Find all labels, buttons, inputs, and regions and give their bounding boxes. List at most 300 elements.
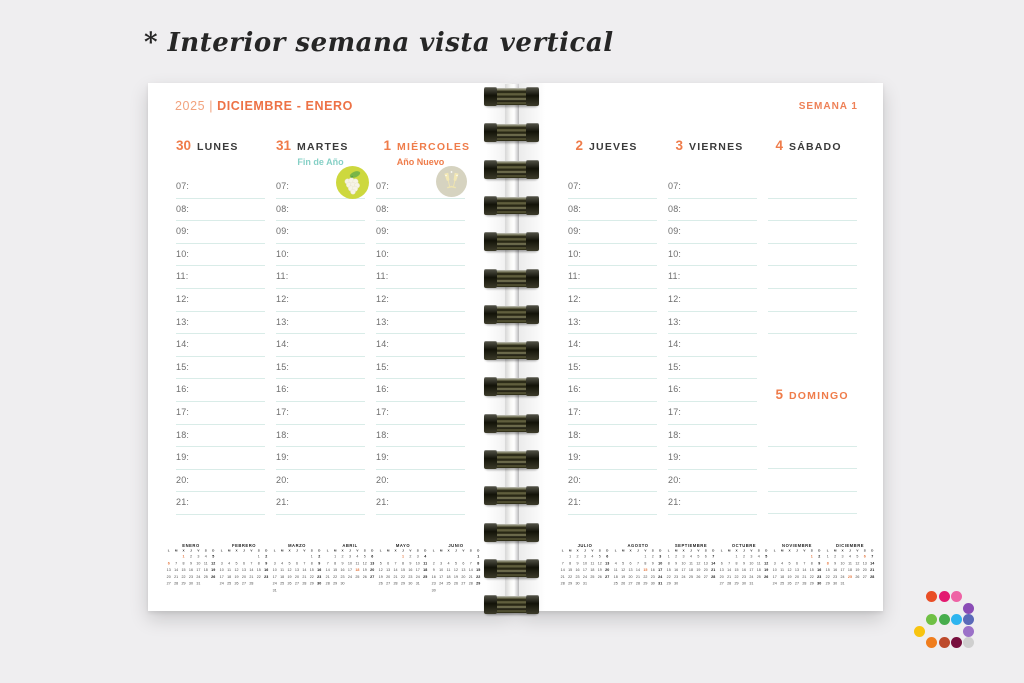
champagne-sticker-icon [436, 166, 467, 202]
day-header [768, 387, 849, 403]
day-cell [225, 553, 232, 560]
spiral-coil [485, 270, 538, 287]
day-cell: 24 [415, 574, 420, 579]
day-cell: 12 [378, 567, 383, 573]
day-header [768, 138, 857, 154]
weekday-header-cell: D [212, 548, 215, 553]
day-cell: 13 [605, 561, 610, 566]
hour-row [568, 176, 657, 199]
day-cell [452, 587, 459, 594]
day-cell: 13 [386, 567, 391, 573]
day-cell: 9 [318, 561, 321, 566]
hour-label: 16: [176, 384, 190, 395]
weekday-header-cell: L [667, 548, 670, 553]
hour-label: 11: [276, 271, 289, 282]
day-cell: 7 [250, 561, 253, 566]
hour-label: 14: [276, 339, 290, 350]
day-cell: 20 [605, 567, 610, 573]
hour-row [568, 221, 657, 244]
day-cell: 13 [862, 561, 867, 566]
day-cell: 3 [659, 554, 662, 559]
hour-label: 15: [276, 361, 290, 372]
day-cell: 15 [256, 567, 261, 573]
hour-row [668, 312, 757, 335]
day-cell: 17 [582, 567, 587, 573]
weekday-header-cell: L [326, 548, 329, 553]
day-cell: 24 [681, 574, 686, 579]
hour-grid [176, 176, 265, 515]
day-cell: 24 [272, 581, 277, 586]
day-cell: 18 [756, 567, 761, 573]
weekday-header-cell: S [598, 548, 601, 553]
day-cell: 4 [757, 554, 760, 559]
day-cell [634, 553, 641, 560]
day-cell: 12 [597, 561, 602, 566]
day-cell [240, 553, 247, 560]
day-cell: 13 [703, 561, 708, 566]
day-cell: 18 [590, 567, 595, 573]
mini-calendar [559, 543, 611, 587]
day-cell: 6 [629, 561, 632, 566]
day-cell [368, 580, 375, 587]
day-cell [619, 553, 626, 560]
day-cell: 10 [772, 567, 777, 573]
mini-calendar-grid [324, 549, 376, 587]
day-cell: 30 [188, 581, 193, 586]
day-cell: 12 [362, 561, 367, 566]
day-cell: 14 [727, 567, 732, 573]
day-cell [702, 580, 709, 587]
day-header [668, 138, 757, 154]
hour-label: 16: [376, 384, 390, 395]
weekday-header-cell: S [704, 548, 707, 553]
day-cell: 5 [288, 561, 291, 566]
spiral-coil [485, 415, 538, 432]
day-cell [209, 580, 216, 587]
day-cell: 29 [643, 581, 648, 586]
day-cell [846, 580, 853, 587]
day-cell: 22 [666, 574, 671, 579]
day-cell: 2 [834, 554, 837, 559]
hour-label: 13: [376, 316, 390, 327]
day-cell: 30 [317, 581, 322, 586]
hour-row [176, 289, 265, 312]
day-cell: 10 [840, 561, 845, 566]
spiral-coil [485, 451, 538, 468]
day-cell [315, 587, 322, 594]
day-cell: 26 [234, 581, 239, 586]
day-cell: 13 [461, 567, 466, 573]
day-cell: 29 [666, 581, 671, 586]
hour-label: 10: [176, 248, 190, 259]
day-header [176, 138, 265, 154]
day-cell: 4 [281, 561, 284, 566]
mini-calendar [718, 543, 770, 587]
hour-grid [376, 176, 465, 515]
hour-label: 07: [276, 181, 290, 191]
day-cell: 19 [362, 567, 367, 573]
day-cell: 22 [333, 574, 338, 579]
day-cell [286, 587, 293, 594]
hour-row [276, 447, 365, 470]
day-cell: 26 [211, 574, 216, 579]
mini-calendar-grid [165, 549, 217, 587]
weekday-header-cell: V [250, 548, 253, 553]
day-cell: 3 [273, 561, 276, 566]
day-cell: 29 [400, 581, 405, 586]
hour-row [376, 492, 465, 515]
hour-row [376, 425, 465, 448]
day-cell: 27 [794, 581, 799, 586]
logo-dot [939, 591, 950, 602]
day-cell: 9 [651, 561, 654, 566]
day-cell: 12 [764, 561, 769, 566]
hour-row [176, 244, 265, 267]
day-column-viernes [668, 138, 757, 520]
day-cell: 9 [742, 561, 745, 566]
day-cell: 8 [667, 561, 670, 566]
mini-calendar-grid [430, 549, 482, 594]
logo-dot [939, 637, 950, 648]
day-cell: 23 [264, 574, 269, 579]
weekday-header-cell: D [265, 548, 268, 553]
weekday-header-cell: V [591, 548, 594, 553]
day-cell: 10 [439, 567, 444, 573]
mini-calendar-grid [718, 549, 770, 587]
hour-row [376, 402, 465, 425]
hour-label: 15: [376, 361, 390, 372]
day-cell: 21 [302, 574, 307, 579]
day-cell: 29 [333, 581, 338, 586]
weekday-header-cell: J [190, 548, 192, 553]
hour-row [376, 447, 465, 470]
day-cell: 12 [453, 567, 458, 573]
day-cell: 26 [787, 581, 792, 586]
day-cell: 23 [817, 574, 822, 579]
day-cell: 21 [802, 574, 807, 579]
day-cell: 16 [408, 567, 413, 573]
day-cell: 29 [476, 581, 481, 586]
day-cell: 24 [439, 581, 444, 586]
day-cell: 27 [294, 581, 299, 586]
mini-calendar-month-name: NOVIEMBRE [782, 543, 812, 548]
hour-label: 18: [176, 429, 190, 440]
day-cell: 8 [477, 561, 480, 566]
day-cell: 28 [174, 581, 179, 586]
day-cell [793, 553, 800, 560]
day-cell: 4 [204, 554, 207, 559]
day-cell: 12 [234, 567, 239, 573]
hour-row [276, 402, 365, 425]
weekday-header-cell: D [659, 548, 662, 553]
hour-row [276, 470, 365, 493]
hour-row [668, 334, 757, 357]
hour-label: 18: [376, 429, 390, 440]
hour-label: 15: [568, 361, 582, 372]
weekday-header-cell: D [318, 548, 321, 553]
day-cell: 23 [650, 574, 655, 579]
day-cell: 25 [355, 574, 360, 579]
hour-label: 14: [668, 339, 682, 350]
day-cell: 2 [675, 554, 678, 559]
day-cell: 23 [833, 574, 838, 579]
day-cell: 23 [431, 581, 436, 586]
hour-label: 19: [568, 452, 582, 463]
day-cell: 5 [363, 554, 366, 559]
day-cell [324, 553, 331, 560]
day-cell: 26 [362, 574, 367, 579]
day-cell: 22 [256, 574, 261, 579]
spiral-coil [485, 233, 538, 250]
hour-label: 17: [176, 406, 190, 417]
hour-row [276, 425, 365, 448]
mini-calendar-grid [665, 549, 717, 587]
day-cell: 15 [666, 567, 671, 573]
day-cell: 18 [780, 574, 785, 579]
mini-calendar-month-name: AGOSTO [627, 543, 649, 548]
hour-row [276, 379, 365, 402]
day-cell: 14 [393, 567, 398, 573]
weekday-header-cell: V [803, 548, 806, 553]
day-cell: 23 [408, 574, 413, 579]
weekday-header-cell: M [674, 548, 678, 553]
hour-row [376, 221, 465, 244]
day-cell: 9 [834, 561, 837, 566]
hour-row [568, 470, 657, 493]
hour-label: 12: [276, 293, 290, 304]
weekday-header-cell: D [712, 548, 715, 553]
weekday-header-cell: L [432, 548, 435, 553]
day-cell: 8 [257, 561, 260, 566]
hour-label: 16: [668, 384, 682, 395]
day-cell: 21 [249, 574, 254, 579]
day-name: VIERNES [689, 141, 744, 153]
weekday-header-cell: J [402, 548, 404, 553]
day-cell: 2 [341, 554, 344, 559]
day-cell: 18 [203, 567, 208, 573]
weekday-header-cell: S [363, 548, 366, 553]
day-cell: 14 [325, 567, 330, 573]
weekday-header-cell: M [780, 548, 784, 553]
day-cell: 16 [741, 567, 746, 573]
day-cell: 31 [840, 581, 845, 586]
day-cell: 16 [833, 567, 838, 573]
day-cell: 20 [703, 567, 708, 573]
day-cell: 7 [561, 561, 564, 566]
day-cell: 26 [378, 581, 383, 586]
hour-label: 15: [176, 361, 190, 372]
day-cell: 18 [227, 574, 232, 579]
day-cell: 14 [249, 567, 254, 573]
hour-label: 14: [376, 339, 390, 350]
hour-row [276, 244, 365, 267]
hour-label: 20: [568, 474, 582, 485]
weekday-header-cell: J [690, 548, 692, 553]
weekday-header-cell: M [727, 548, 731, 553]
weekday-header-cell: J [743, 548, 745, 553]
spiral-coil [485, 306, 538, 323]
day-cell: 3 [583, 554, 586, 559]
day-cell: 26 [287, 581, 292, 586]
day-cell: 31 [272, 588, 277, 593]
day-cell: 6 [242, 561, 245, 566]
day-number: 3 [675, 138, 683, 153]
day-cell: 24 [219, 581, 224, 586]
hour-row [668, 492, 757, 515]
day-cell: 11 [848, 561, 852, 566]
hour-label: 12: [668, 293, 682, 304]
mini-calendar [271, 543, 323, 594]
day-cell: 25 [203, 574, 208, 579]
day-number: 2 [575, 138, 583, 153]
day-cell: 3 [197, 554, 200, 559]
day-cell: 5 [212, 554, 215, 559]
hour-label: 17: [568, 406, 582, 417]
day-cell: 4 [228, 561, 231, 566]
day-cell: 1 [182, 554, 185, 559]
day-cell: 25 [756, 574, 761, 579]
day-cell: 8 [810, 561, 813, 566]
hour-row [668, 221, 757, 244]
day-cell: 6 [863, 554, 866, 559]
weekday-header-cell: V [409, 548, 412, 553]
day-name: LUNES [197, 141, 239, 153]
spiral-coil [485, 124, 538, 141]
planner-header [175, 99, 353, 113]
hour-label: 17: [668, 406, 682, 417]
day-cell: 4 [591, 554, 594, 559]
hour-row [376, 379, 465, 402]
logo-dot [963, 626, 974, 637]
day-name: MIÉRCOLES [397, 141, 471, 153]
day-cell: 15 [181, 567, 186, 573]
day-cell [725, 553, 732, 560]
hour-row [668, 357, 757, 380]
day-number: 31 [276, 138, 292, 153]
day-cell: 11 [355, 561, 360, 566]
hour-label: 20: [668, 474, 682, 485]
day-cell: 15 [809, 567, 814, 573]
day-cell: 1 [257, 554, 260, 559]
hour-row [176, 425, 265, 448]
weekday-header-cell: J [637, 548, 639, 553]
weekday-header-cell: S [757, 548, 760, 553]
day-cell: 19 [234, 574, 239, 579]
day-cell: 6 [704, 554, 707, 559]
hour-label: 08: [276, 203, 290, 214]
day-cell: 17 [840, 567, 845, 573]
hour-row [176, 357, 265, 380]
day-column-sabado [768, 138, 857, 520]
day-cell: 16 [674, 567, 679, 573]
day-cell: 16 [340, 567, 345, 573]
day-cell: 11 [227, 567, 232, 573]
day-cell: 13 [166, 567, 171, 573]
mini-calendar-noviembre [771, 543, 824, 601]
day-cell: 17 [219, 574, 224, 579]
day-cell: 27 [461, 581, 466, 586]
day-cell: 6 [720, 561, 723, 566]
weekday-header-cell: L [167, 548, 170, 553]
day-cell: 10 [415, 561, 420, 566]
day-cell: 20 [166, 574, 171, 579]
day-cell: 1 [334, 554, 337, 559]
day-cell: 30 [650, 581, 655, 586]
day-cell: 27 [241, 581, 246, 586]
hour-row [176, 266, 265, 289]
day-cell: 23 [340, 574, 345, 579]
day-name: SÁBADO [789, 141, 842, 153]
day-column-jueves [568, 138, 657, 520]
day-cell: 25 [446, 581, 451, 586]
day-cell: 10 [681, 561, 686, 566]
day-cell: 20 [241, 574, 246, 579]
day-cell: 26 [453, 581, 458, 586]
hour-row [768, 244, 857, 267]
logo-dot [926, 614, 937, 625]
day-cell: 16 [431, 574, 436, 579]
day-cell: 22 [825, 574, 830, 579]
mini-calendar-agosto [612, 543, 665, 601]
day-cell: 21 [393, 574, 398, 579]
hour-row [768, 492, 857, 515]
day-cell: 15 [400, 567, 405, 573]
hour-label: 16: [568, 384, 582, 395]
day-cell: 16 [817, 567, 822, 573]
weekday-header-cell: D [371, 548, 374, 553]
mini-calendar-enero [165, 543, 218, 601]
day-cell: 14 [870, 561, 875, 566]
day-cell: 5 [454, 561, 457, 566]
hour-row [376, 289, 465, 312]
day-cell: 25 [613, 581, 618, 586]
day-cell [452, 553, 459, 560]
mini-calendar-month-name: JUNIO [448, 543, 464, 548]
day-cell: 25 [847, 574, 852, 579]
day-cell [861, 580, 868, 587]
day-cell: 7 [712, 554, 715, 559]
day-cell: 23 [741, 574, 746, 579]
hour-label: 21: [668, 497, 682, 508]
day-cell [346, 580, 353, 587]
day-cell: 1 [735, 554, 738, 559]
weekday-header-cell: M [439, 548, 443, 553]
day-cell: 18 [280, 574, 285, 579]
day-cell: 29 [309, 581, 314, 586]
day-cell: 26 [621, 581, 626, 586]
day-cell: 23 [317, 574, 322, 579]
day-cell [771, 553, 778, 560]
logo-dot [926, 591, 937, 602]
day-cell: 22 [734, 574, 739, 579]
weekday-header-cell: V [356, 548, 359, 553]
day-cell: 18 [688, 567, 693, 573]
weekday-header-cell: M [280, 548, 284, 553]
weekday-header-cell: J [243, 548, 245, 553]
day-cell: 22 [643, 574, 648, 579]
hour-row [176, 492, 265, 515]
hour-label: 18: [668, 429, 682, 440]
mini-calendar-febrero [218, 543, 271, 601]
weekday-header-cell: D [424, 548, 427, 553]
day-cell: 25 [280, 581, 285, 586]
day-cell: 30 [674, 581, 679, 586]
hour-row [176, 221, 265, 244]
weekday-header-cell: S [416, 548, 419, 553]
day-cell: 23 [674, 574, 679, 579]
day-cell: 22 [568, 574, 573, 579]
weekday-header-cell: S [204, 548, 207, 553]
